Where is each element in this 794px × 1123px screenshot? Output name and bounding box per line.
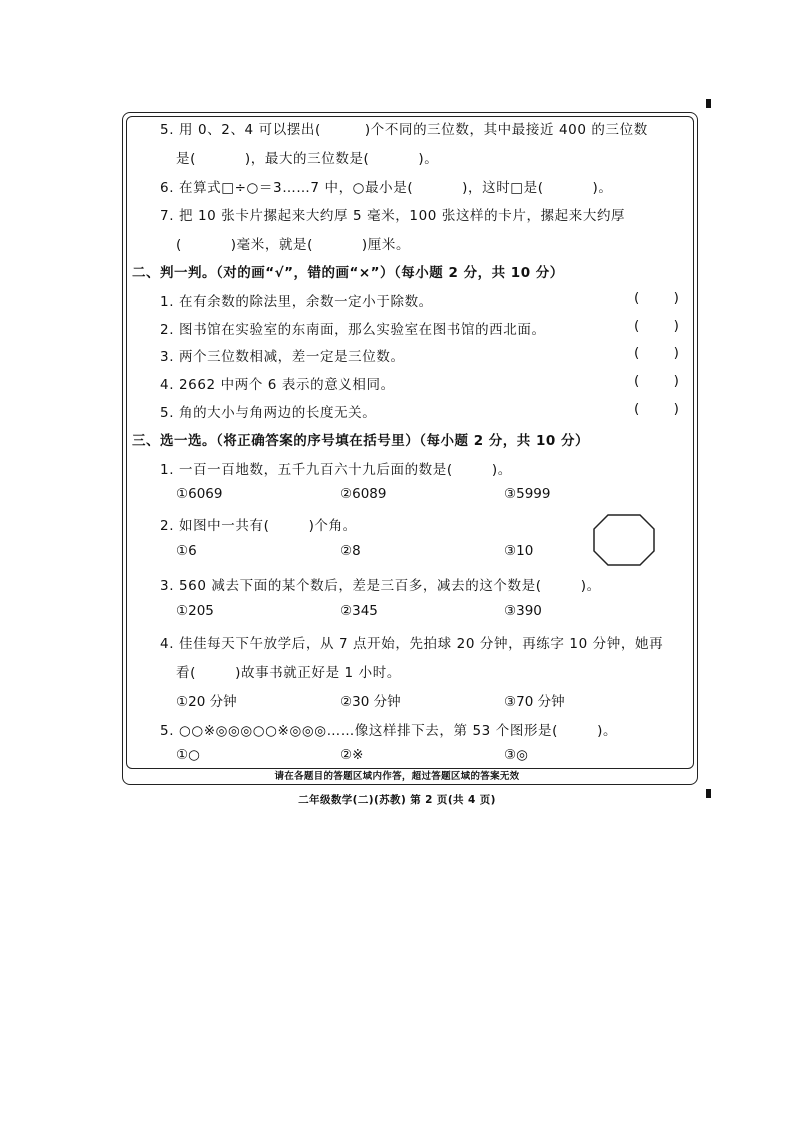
judge-answer-paren-1[interactable]: ( )	[634, 290, 679, 306]
judge-item-4: 4. 2662 中两个 6 表示的意义相同。	[160, 377, 395, 393]
choice-q3-stem: 3. 560 减去下面的某个数后，差是三百多，减去的这个数是( )。	[160, 578, 601, 594]
choice-q4-option-2[interactable]: ②30 分钟	[340, 694, 401, 710]
q6-line1: 6. 在算式□÷○＝3……7 中，○最小是( )，这时□是( )。	[160, 180, 613, 196]
choice-q4-option-3[interactable]: ③70 分钟	[504, 694, 565, 710]
q7-line1: 7. 把 10 张卡片摞起来大约厚 5 毫米，100 张这样的卡片，摞起来大约厚	[160, 208, 626, 224]
answer-area-notice: 请在各题目的答题区域内作答，超过答题区域的答案无效	[274, 771, 520, 782]
registration-mark-top-right	[706, 99, 711, 108]
judge-item-5: 5. 角的大小与角两边的长度无关。	[160, 405, 377, 421]
judge-answer-paren-3[interactable]: ( )	[634, 345, 679, 361]
q5-line1: 5. 用 0、2、4 可以摆出( )个不同的三位数，其中最接近 400 的三位数	[160, 122, 648, 138]
page-footer: 二年级数学(二)(苏教) 第 2 页(共 4 页)	[298, 794, 496, 806]
choice-q1-option-1[interactable]: ①6069	[176, 486, 223, 502]
judge-item-1: 1. 在有余数的除法里，余数一定小于除数。	[160, 294, 433, 310]
choice-q2-option-2[interactable]: ②8	[340, 543, 361, 559]
judge-answer-paren-5[interactable]: ( )	[634, 401, 679, 417]
q5-line2: 是( )，最大的三位数是( )。	[176, 151, 439, 167]
choice-q5-option-3[interactable]: ③◎	[504, 747, 528, 763]
choice-q3-option-2[interactable]: ②345	[340, 603, 378, 619]
choice-q5-option-1[interactable]: ①○	[176, 747, 200, 763]
choice-q1-stem: 1. 一百一百地数，五千九百六十九后面的数是( )。	[160, 462, 512, 478]
choice-q2-option-1[interactable]: ①6	[176, 543, 197, 559]
choice-q1-option-3[interactable]: ③5999	[504, 486, 551, 502]
judge-answer-paren-2[interactable]: ( )	[634, 318, 679, 334]
choice-q5-stem: 5. ○○※◎◎◎○○※◎◎◎……像这样排下去，第 53 个图形是( )。	[160, 723, 618, 739]
section2-title: 二、判一判。（对的画“√”，错的画“×”）（每小题 2 分，共 10 分）	[132, 265, 564, 281]
judge-item-2: 2. 图书馆在实验室的东南面，那么实验室在图书馆的西北面。	[160, 322, 546, 338]
choice-q3-option-1[interactable]: ①205	[176, 603, 214, 619]
choice-q3-option-3[interactable]: ③390	[504, 603, 542, 619]
choice-q5-option-2[interactable]: ②※	[340, 747, 364, 763]
q7-line2: ( )毫米，就是( )厘米。	[176, 237, 411, 253]
section3-title: 三、选一选。（将正确答案的序号填在括号里）（每小题 2 分，共 10 分）	[132, 433, 589, 449]
choice-q1-option-2[interactable]: ②6089	[340, 486, 387, 502]
judge-answer-paren-4[interactable]: ( )	[634, 373, 679, 389]
choice-q4-option-1[interactable]: ①20 分钟	[176, 694, 237, 710]
choice-q4-line1: 4. 佳佳每天下午放学后，从 7 点开始，先拍球 20 分钟，再练字 10 分钟，她再	[160, 636, 664, 652]
judge-item-3: 3. 两个三位数相减，差一定是三位数。	[160, 349, 405, 365]
choice-q2-stem: 2. 如图中一共有( )个角。	[160, 518, 357, 534]
octagon-figure	[590, 512, 658, 568]
choice-q4-line2: 看( )故事书就正好是 1 小时。	[176, 665, 401, 681]
choice-q2-option-3[interactable]: ③10	[504, 543, 534, 559]
